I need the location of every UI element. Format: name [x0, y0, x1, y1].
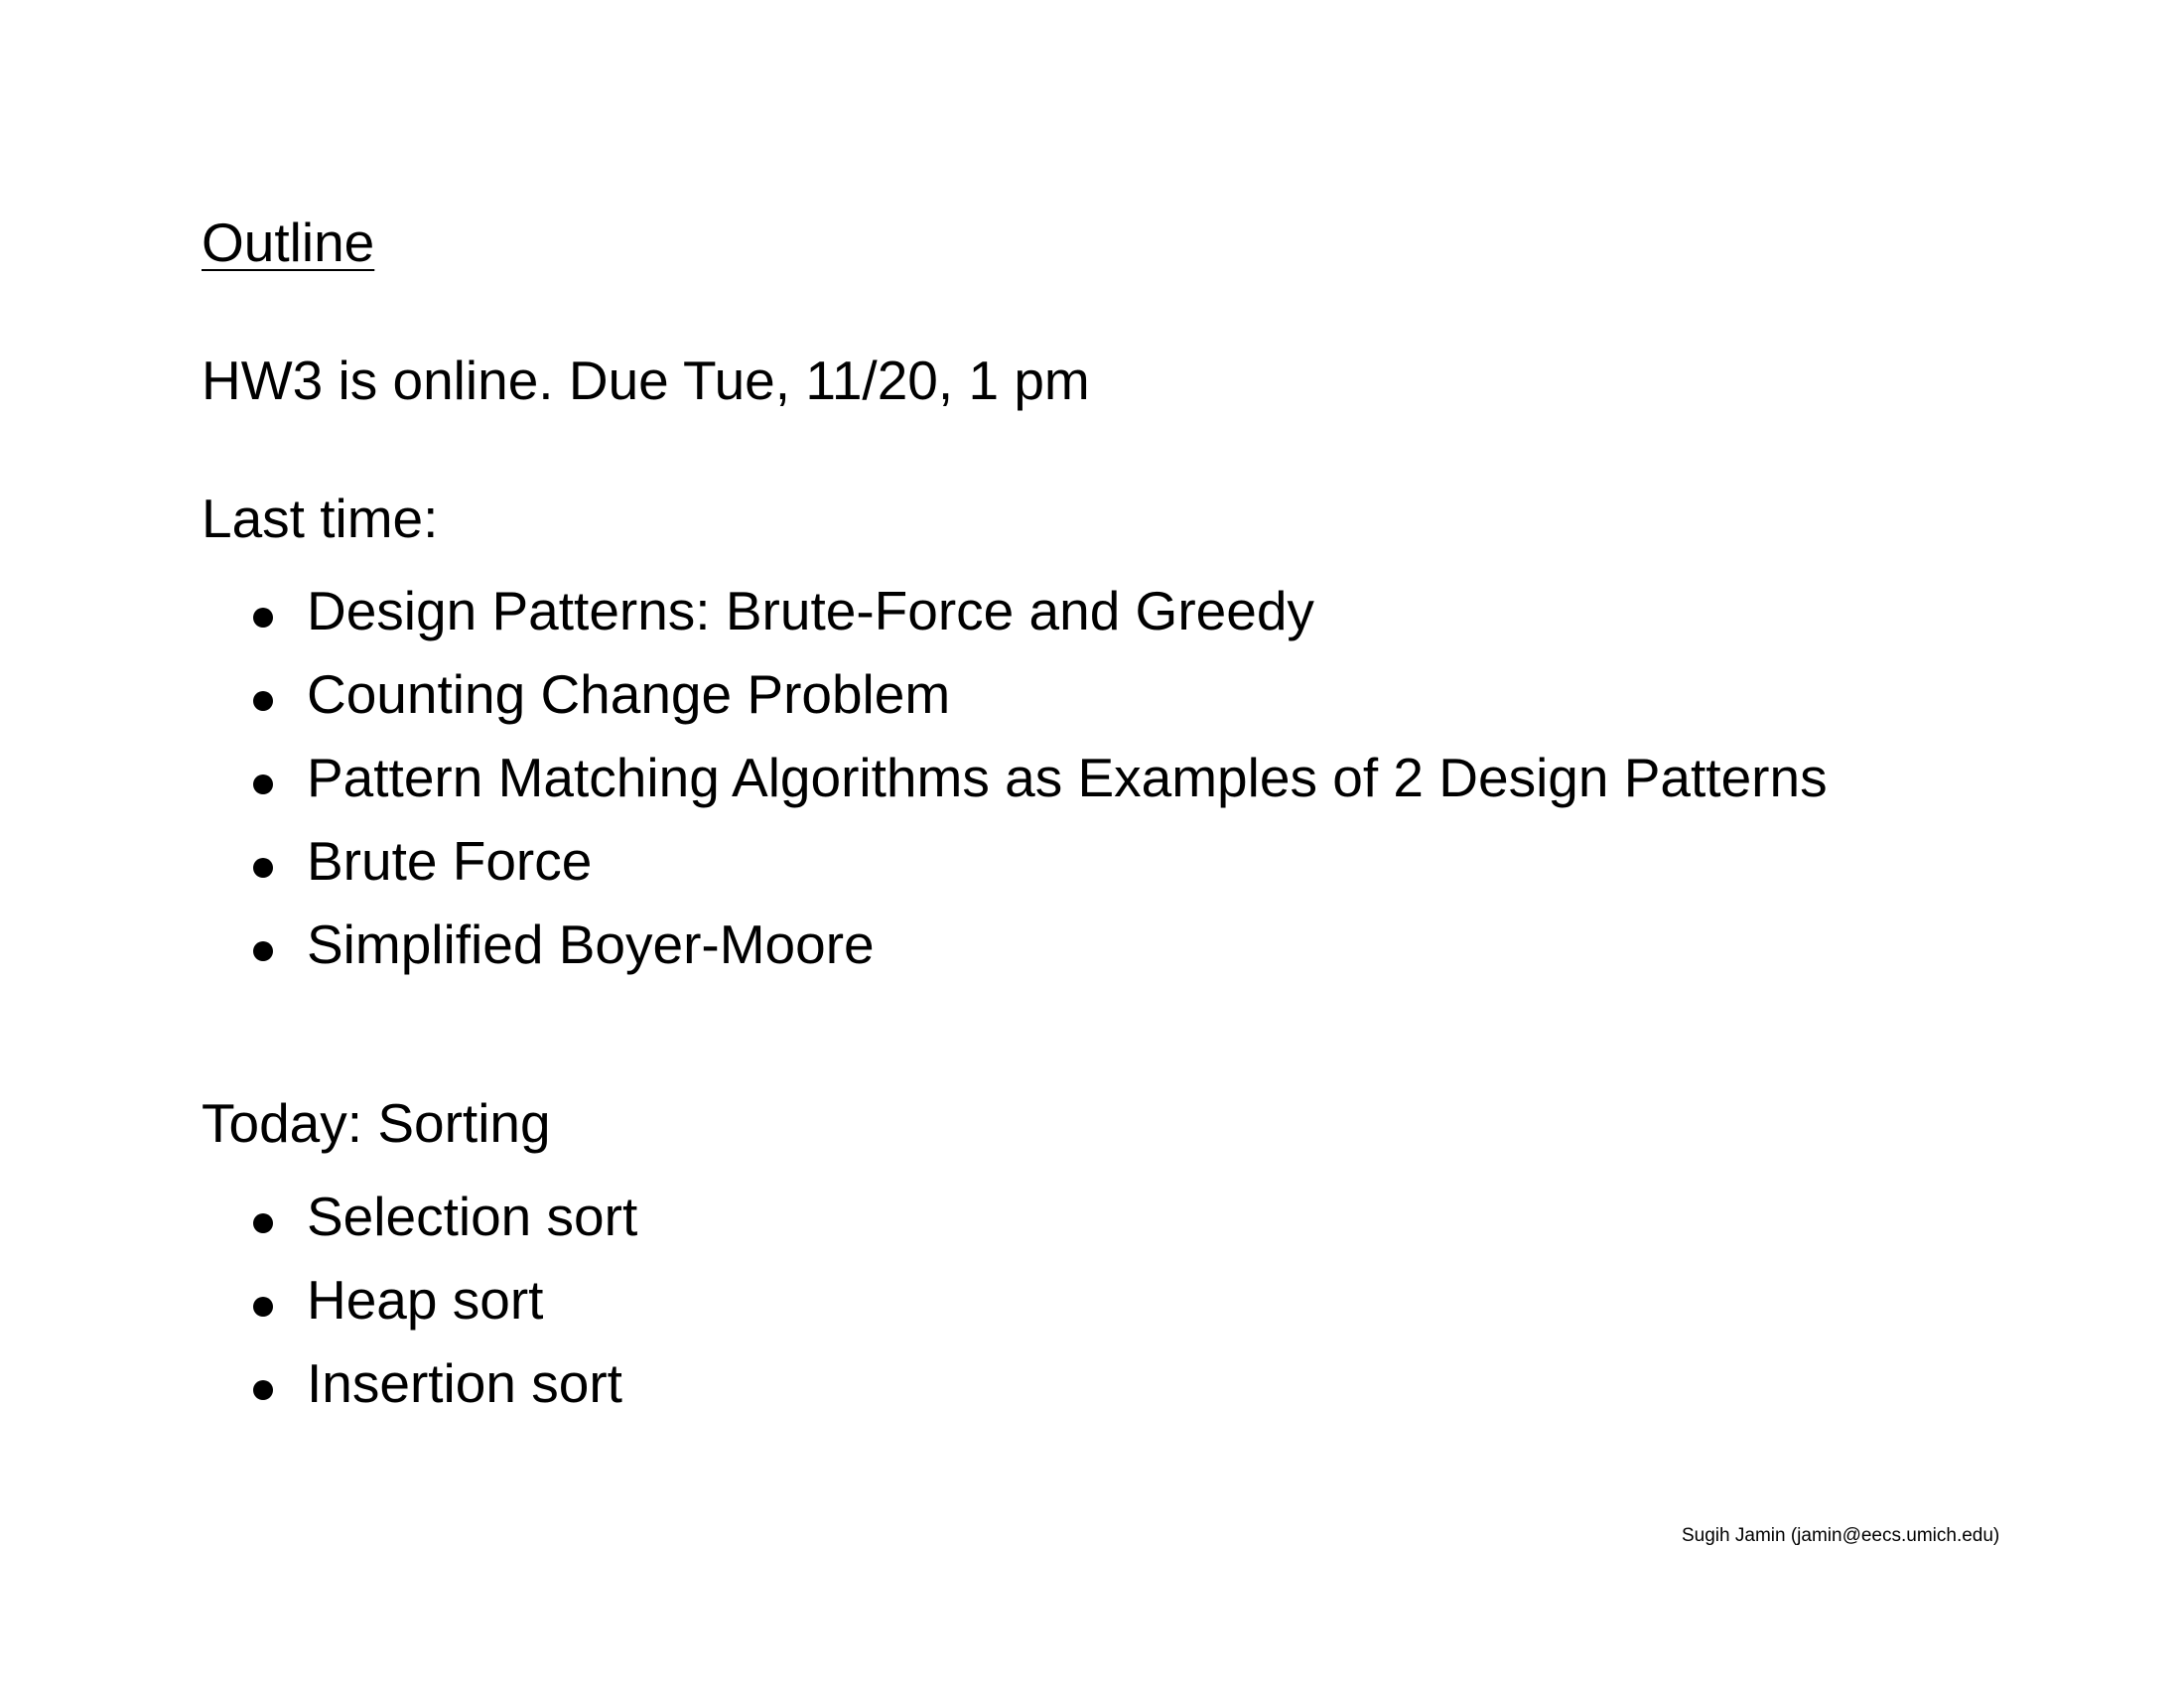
- list-item-text: Selection sort: [307, 1186, 638, 1247]
- bullet-icon: [253, 941, 273, 961]
- slide-title: Outline: [202, 211, 375, 273]
- bullet-icon: [253, 691, 273, 711]
- list-item-text: Simplified Boyer-Moore: [307, 914, 875, 975]
- list-item-text: Design Patterns: Brute-Force and Greedy: [307, 580, 1314, 641]
- list-item-text: Heap sort: [307, 1269, 544, 1331]
- list-item-text: Counting Change Problem: [307, 663, 951, 725]
- bullet-icon: [253, 1297, 273, 1317]
- bullet-icon: [253, 1213, 273, 1233]
- bullet-icon: [253, 858, 273, 878]
- bullet-icon: [253, 774, 273, 794]
- homework-note: HW3 is online. Due Tue, 11/20, 1 pm: [202, 350, 1090, 411]
- today-heading: Today: Sorting: [202, 1092, 551, 1154]
- last-time-heading: Last time:: [202, 488, 439, 549]
- list-item-text: Pattern Matching Algorithms as Examples of 2 Design Patterns: [307, 747, 1828, 808]
- bullet-icon: [253, 608, 273, 628]
- author-footer: Sugih Jamin (jamin@eecs.umich.edu): [1682, 1525, 2000, 1546]
- list-item-text: Brute Force: [307, 830, 593, 892]
- list-item-text: Insertion sort: [307, 1352, 622, 1414]
- bullet-icon: [253, 1380, 273, 1400]
